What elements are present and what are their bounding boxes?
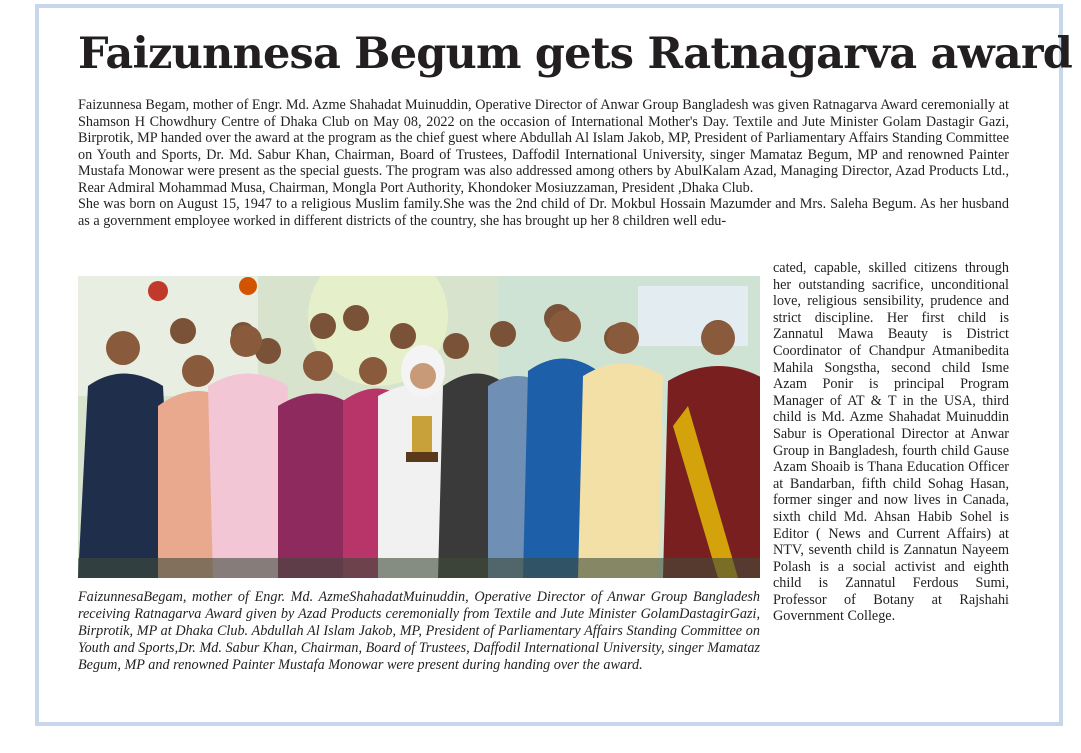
award-ceremony-photo [78,276,760,578]
headline: Faizunnesa Begum gets Ratnagarva award [78,29,1072,79]
article-lead [78,97,1009,229]
paragraph-biography-continued: cated, capable, skilled citizens through her outstanding sacrifice, unconditional love, religious sensibility, prudence and strict discipline. Her first child is Zannatul Mawa Beauty is District Coordinator of Chandpur Atmanibedita Mahila Songstha, second child Isme Azam Ponir is principal Program Manager of AT & T in the USA, third child is Md. Azme Shahadat Muinuddin Sabur is Operational Director at Anwar Group in Bangladesh, fourth child Gause Azam Shoaib is Thana Education Officer at Bandarban, fifth child Sohag Hasan, former singer and now lives in Canada, sixth child Md. Ahsan Habib Sohel is Editor ( News and Current Affairs) at NTV, seventh child is Zannatun Nayeem Polash is a social activist and eighth child is Zannatul Ferdous Sumi, Professor of Botany at Rajshahi Government College. [773,260,1009,625]
paragraph-biography: She was born on August 15, 1947 to a religious Muslim family.She was the 2nd child of Dr. Mokbul Hossain Mazumder and Mrs. Saleha Begum. As her husband as a government employee worked in different districts of the country, she has brought up her 8 children well edu- [78,196,1009,229]
paragraph-award-ceremony: Faizunnesa Begam, mother of Engr. Md. Azme Shahadat Muinuddin, Operative Director of Anwar Group Bangladesh was given Ratnagarva Award ceremonially at Shamson H Chowdhury Centre of Dhaka Club on May 08, 2022 on the occasion of International Mother's Day. Textile and Jute Minister Golam Dastagir Gazi, Birprotik, MP handed over the award at the program as the chief guest where Abdullah Al Islam Jakob, MP, President of Parliamentary Affairs Standing Committee on Youth and Sports, Dr. Md. Sabur Khan, Chairman, Board of Trustees, Daffodil International University, singer Mamataz Begum, MP and renowned Painter Mustafa Monowar were present as the special guests. The program was also addressed among others by AbulKalam Azad, Managing Director, Azad Products Ltd., Rear Admiral Mohammad Musa, Chairman, Mongla Port Authority, Khondoker Mosiuzzaman, President ,Dhaka Club. [78,97,1009,196]
photo-caption: FaizunnesaBegam, mother of Engr. Md. AzmeShahadatMuinuddin, Operative Director of Anwar Group Bangladesh receiving Ratnagarva Award given by Azad Products ceremonially from Textile and Jute Minister GolamDastagirGazi, Birprotik, MP at Dhaka Club. Abdullah Al Islam Jakob, MP, President of Parliamentary Affairs Standing Committee on Youth and Sports,Dr. Md. Sabur Khan, Chairman, Board of Trustees, Daffodil International University, singer Mamataz Begum, MP and renowned Painter Mustafa Monowar were present during handing over the award. [78,589,760,674]
